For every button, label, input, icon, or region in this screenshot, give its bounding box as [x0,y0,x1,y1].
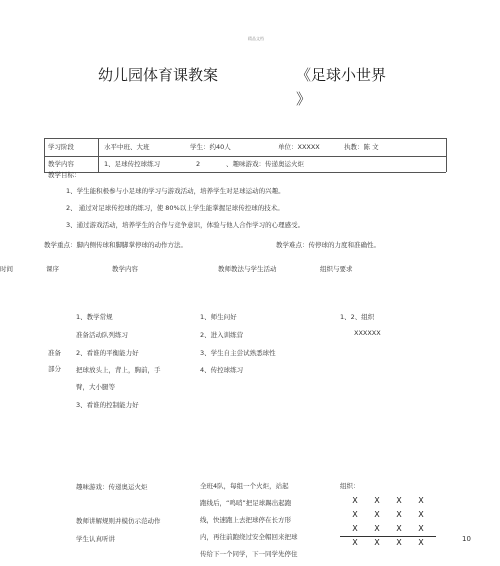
game-organization-label: 组织： [340,482,360,490]
prep-method-4: 4、传控球练习 [200,366,244,374]
formation-mark: X [418,496,424,505]
formation-mark: X [396,510,402,519]
content-item1: 1、足球传控球练习 [104,160,161,168]
goal-item-2: 2、 通过对足球传控球的练习，使 80%以上学生能掌握足球传控球的技术。 [66,204,284,212]
content-item2: 、趣味游戏：传递奥运火炬 [226,160,304,168]
page-subtitle-line1: 《足球小世界 [296,66,387,84]
formation-mark: X [352,524,358,533]
watermark: 精品文档 [248,36,264,41]
label-content: 教学内容 [48,160,74,168]
page-number: 10 [462,535,471,543]
goal-item-1: 1、学生能积极参与小足球的学习与游戏活动，培养学生对足球运动的兴趣。 [66,187,285,195]
formation-mark: X [374,524,380,533]
label-stage: 学习阶段 [48,143,74,151]
prep-method-2: 2、进入训练营 [200,331,244,339]
unit-value: 单位：XXXXX [278,143,320,151]
game-content-2: 教师讲解规则并模仿示范动作 [76,517,161,525]
table-divider [98,138,99,172]
formation-row [344,538,434,552]
game-method-3: 线，快速跑上去把球停在长方形 [200,516,291,524]
formation-mark: X [374,510,380,519]
goals-heading: 教学目标： [48,171,81,179]
formation-mark: X [396,496,402,505]
formation-mark: X [418,538,424,547]
formation-mark: X [418,524,424,533]
prep-label-2: 部分 [48,365,61,373]
prep-method-3: 3、学生自主尝试熟悉球性 [200,349,276,357]
content-item2-number: 2 [196,160,201,168]
prep-content-5: 臂，大小腿等 [76,383,115,391]
prep-content-1: 1、教学常规 [76,313,113,321]
game-method-5: 传给下一个同学，下一同学先停住 [200,550,298,558]
formation-mark: X [396,538,402,547]
table-border-left [44,138,45,172]
formation-divider [340,536,436,537]
table-border-top [44,138,446,139]
prep-method-1: 1、师生问好 [200,313,237,321]
formation-grid [344,496,434,552]
goal-item-3: 3、通过游戏活动，培养学生的合作与竞争意识，体验与他人合作学习的心理感受。 [66,221,305,229]
table-border-bottom [44,172,446,173]
formation-mark: X [374,496,380,505]
header-process: 课序 [46,265,59,273]
header-organization: 组织与要求 [320,265,353,273]
difficulty: 教学难点：传停球的力度和准确性。 [276,241,380,249]
game-content-3: 学生认真听讲 [76,535,115,543]
header-content: 教学内容 [112,265,138,273]
key-point: 教学重点：脚内侧传球和脚脚掌停球的动作方法。 [44,241,187,249]
formation-mark: X [352,496,358,505]
formation-row [344,510,434,524]
game-method-4: 内，再往前跑绕过安全帽回来把球 [200,533,298,541]
page-title: 幼儿园体育课教案 [98,66,219,84]
prep-content-2: 准备活动队列练习 [76,331,128,339]
prep-content-3: 2、看谁的平衡能力好 [76,349,139,357]
header-time: 时间 [0,265,13,273]
header-method: 教师教法与学生活动 [218,265,277,273]
game-content-1: 趣味游戏：传递奥运火炬 [76,483,148,491]
prep-label-1: 准备 [48,349,61,357]
formation-mark: X [352,538,358,547]
formation-mark: X [352,510,358,519]
game-method-2: 跑线后，“鸣哨”把足球踢出起跑 [200,499,292,507]
formation-mark: X [396,524,402,533]
formation-row [344,496,434,510]
prep-organization-2: XXXXXX [354,329,381,337]
students-value: 学生：约40人 [190,143,231,151]
formation-mark: X [374,538,380,547]
stage-value: 水平中班、大班 [104,143,150,151]
table-border-middle [44,156,446,157]
teacher-value: 执教：陈 文 [344,143,379,151]
formation-mark: X [418,510,424,519]
prep-content-4: 把球放头上，背上，胸前，手 [76,366,161,374]
page-subtitle-line2: 》 [296,90,312,108]
game-method-1: 全班4队，每组一个火炬，站起 [200,482,289,490]
prep-organization-1: 1、2、组织 [340,313,375,321]
prep-content-6: 3、看谁的控制能力好 [76,401,139,409]
table-border-right [446,138,447,172]
